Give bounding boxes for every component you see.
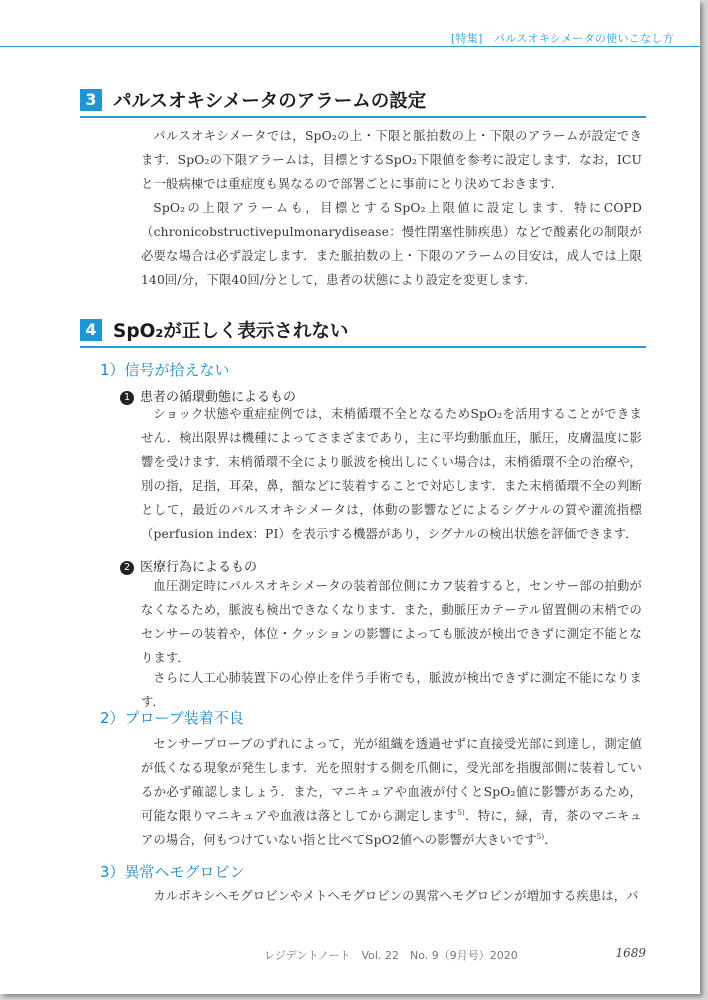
- text-run: ．特に，緑，青，茶のマニキュアの場合，何もつけていない指と比べてSpO2値への影響が大きいです: [141, 809, 642, 847]
- paragraph: パルスオキシメータでは，SpO₂の上・下限と脈拍数の上・下限のアラームが設定できます．SpO₂の下限アラームは，目標とするSpO₂下限値を参考に設定します．なお，ICUと一般病棟では重症度も異なるので部署ごとに事前にとり決めておきます．: [141, 129, 642, 191]
- running-header: [特集] パルスオキシメータの使いこなし方: [450, 32, 674, 45]
- paragraph: SpO₂の上限アラームも，目標とするSpO₂上限値に設定します．特にCOPD（chronicobstructivepulmonarydisease：慢性閉塞性肺疾患）などで酸素化の制限が必要な場合は必ず設定します．また脈拍数の上・下限のアラームの目安は，成人では上限140回/分，下限40回/分として，患者の状態により設定を変更します．: [141, 201, 642, 287]
- section-3-heading: [80, 88, 646, 118]
- paragraph: [141, 732, 642, 852]
- text-run: センサープローブのずれによって，光が組織を透過せずに直接受光部に到達し，測定値が低くなる現象が発生します．光を照射する側を爪側に，受光部を指腹部側に装着しているか必ず確認しましょう．また，マニキュアや血液が付くとSpO₂値に影響があるため，可能な限りマニキュアや血液は落としてから測定します: [141, 737, 642, 823]
- footer-journal: レジデントノート Vol. 22 No. 9（9月号）2020: [264, 949, 518, 962]
- paragraph: 血圧測定時にパルスオキシメータの装着部位側にカフ装着すると，センサー部の拍動がなくなるため，脈波も検出できなくなります．また，動脈圧カテーテル留置側の末梢でのセンサーの装着や，体位・クッションの影響によっても脈波が検出できずに測定不能となります．: [141, 579, 642, 665]
- item-heading-label: 患者の循環動態によるもの: [140, 390, 297, 405]
- subsection-heading: 1）信号が拾えない: [100, 361, 230, 379]
- header-rule: [0, 46, 700, 47]
- paragraph: カルボキシヘモグロビンやメトヘモグロビンの異常ヘモグロビンが増加する疾患は，パ: [153, 889, 639, 903]
- reference-marker: 5): [536, 832, 545, 841]
- subsection-heading: 3）異常ヘモグロビン: [100, 863, 245, 881]
- item-heading-label: 医療行為によるもの: [140, 560, 258, 575]
- circled-number-icon: 1: [120, 391, 134, 405]
- section-number-badge: 3: [80, 89, 102, 111]
- subsection-heading: 2）プローブ装着不良: [100, 709, 244, 727]
- section-title: パルスオキシメータのアラームの設定: [113, 91, 427, 112]
- text-run: ．: [544, 833, 557, 847]
- circled-number-icon: 2: [120, 561, 134, 575]
- page-number: 1689: [615, 946, 646, 960]
- item-heading: [120, 556, 257, 575]
- paragraph: ショック状態や重症症例では，末梢循環不全となるためSpO₂を活用することができません．検出限界は機種によってさまざまであり，主に平均動脈血圧，脈圧，皮膚温度に影響を受けます．末梢循環不全により脈波を検出しにくい場合は，末梢循環不全の治療や，別の指，足指，耳朶，鼻，額などに装着することで対応します．また末梢循環不全の判断として，最近のパルスオキシメータは，体動の影響などによるシグナルの質や灌流指標（perfusion index：PI）を表示する機器があり，シグナルの検出状態を評価できます．: [141, 407, 642, 541]
- section-4-heading: [80, 318, 646, 348]
- reference-marker: 5): [457, 808, 465, 817]
- section-number-badge: 4: [80, 319, 102, 341]
- section-title: SpO₂が正しく表示されない: [113, 321, 349, 342]
- paragraph: さらに人工心肺装置下の心停止を伴う手術でも，脈波が検出できずに測定不能になります．: [141, 671, 642, 709]
